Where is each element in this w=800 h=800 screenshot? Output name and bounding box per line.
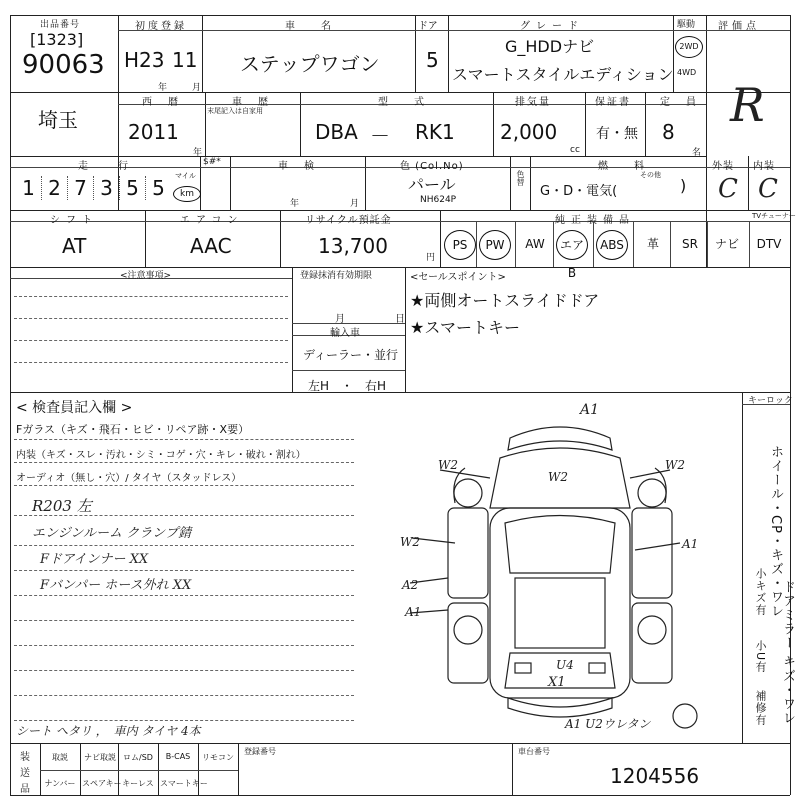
dealer-option: ディーラー・並行 bbox=[303, 348, 399, 362]
equipment-aw: AW bbox=[525, 237, 545, 251]
mileage-digit: 5 bbox=[152, 176, 165, 200]
mileage-digit: 5 bbox=[120, 176, 146, 200]
handwritten-note-3: Fドアインナー XX bbox=[40, 552, 149, 567]
chassis-number: 1204556 bbox=[610, 764, 700, 788]
shift-value: AT bbox=[62, 234, 87, 258]
damage-mark: X1 bbox=[548, 675, 566, 690]
sales-point-1: ★両側オートスライドドア bbox=[410, 291, 600, 310]
handwritten-note-2: エンジンルーム クランプ錆 bbox=[32, 526, 192, 541]
option-cell: ナンバー bbox=[44, 779, 76, 788]
equipment-pw: PW bbox=[479, 230, 511, 260]
handwritten-note-4: Fバンパー ホース外れ XX bbox=[40, 578, 192, 593]
option-cell: キーレス bbox=[122, 779, 154, 788]
warranty: 有・無 bbox=[596, 126, 638, 142]
equipment-dtv: DTV bbox=[756, 237, 782, 251]
option-cell: スマートキー bbox=[160, 779, 208, 788]
option-cell: B-CAS bbox=[165, 752, 191, 761]
type-code: RK1 bbox=[415, 120, 455, 144]
sales-point-2: ★スマートキー bbox=[410, 318, 521, 337]
door-count: 5 bbox=[426, 48, 439, 72]
recycle-fee: 13,700 bbox=[318, 234, 388, 258]
mileage-digit: 2 bbox=[42, 176, 68, 200]
row3-bottom bbox=[10, 210, 790, 211]
damage-mark: W2 bbox=[665, 458, 685, 472]
wheel-rear-right bbox=[638, 616, 666, 644]
first-reg-era: H23 bbox=[124, 48, 165, 72]
right-front-door bbox=[632, 508, 672, 598]
lot-number: 90063 bbox=[22, 50, 105, 80]
rear-light-left bbox=[515, 663, 531, 673]
equipment-革: 革 bbox=[646, 237, 659, 251]
damage-mark: A1 bbox=[580, 402, 600, 418]
grade-line-1: G_HDDナビ bbox=[505, 37, 595, 56]
ac-value: AAC bbox=[190, 234, 232, 258]
model-name: ステップワゴン bbox=[240, 52, 380, 76]
drive-2wd-circled: 2WD bbox=[675, 36, 703, 58]
inspector-glass: Fガラス（キズ・飛石・ヒビ・リペア跡・X要） bbox=[16, 423, 250, 436]
damage-mark: U4 bbox=[556, 658, 574, 672]
exterior-grade: C bbox=[718, 174, 738, 204]
region: 埼玉 bbox=[38, 108, 78, 132]
first-reg-label: 初度登録 bbox=[135, 21, 187, 32]
mileage-digits bbox=[16, 176, 171, 200]
lot-label: 出品番号 bbox=[40, 20, 81, 30]
capacity: 8 bbox=[662, 120, 675, 144]
inspector-interior: 内装（キズ・スレ・汚れ・シミ・コゲ・穴・キレ・破れ・割れ） bbox=[16, 450, 306, 461]
damage-mark: W2 bbox=[548, 470, 568, 484]
rear-light-right bbox=[589, 663, 605, 673]
left-front-door bbox=[448, 508, 488, 598]
damage-mark: W2 bbox=[400, 535, 420, 549]
wheel-front-right bbox=[638, 479, 666, 507]
option-cell: リモコン bbox=[202, 753, 234, 762]
color-name: パール bbox=[408, 175, 456, 194]
notes-bottom bbox=[10, 392, 790, 393]
option-cell: 取説 bbox=[52, 753, 68, 762]
damage-mark: A1 bbox=[682, 537, 699, 551]
grade-line-2: スマートスタイルエディション bbox=[452, 65, 674, 84]
option-cell: スペアキー bbox=[82, 779, 122, 788]
option-cell: ロム/SD bbox=[123, 753, 153, 762]
fuel-options: G・D・電気( bbox=[540, 184, 618, 199]
frame-bottom bbox=[10, 795, 790, 796]
handwritten-note-5: シート へタリ ， 車内 タイヤ 4本 bbox=[16, 724, 201, 738]
mileage-digit: 7 bbox=[68, 176, 94, 200]
mileage-digit: 1 bbox=[16, 176, 42, 200]
color-code: NH624P bbox=[420, 195, 457, 205]
left-rear-door bbox=[448, 603, 488, 683]
type-prefix: DBA bbox=[315, 120, 358, 144]
wheel-rear-left bbox=[454, 616, 482, 644]
damage-mark: W2 bbox=[438, 458, 458, 472]
drive-4wd: 4WD bbox=[677, 68, 697, 77]
option-cell: ナビ取説 bbox=[84, 753, 116, 762]
damage-mark: A1 U2ウレタン bbox=[565, 717, 651, 731]
footer-top bbox=[10, 743, 790, 744]
wheel-front-left bbox=[454, 479, 482, 507]
lot-bracket: [1323] bbox=[30, 30, 84, 49]
model-label: 車 名 bbox=[285, 21, 339, 32]
mileage-digit: 3 bbox=[94, 176, 120, 200]
damage-mark: A2 bbox=[402, 578, 419, 592]
right-rear-door bbox=[632, 603, 672, 683]
interior-grade: C bbox=[758, 174, 778, 204]
front-bumper-shape bbox=[508, 427, 612, 450]
drive-label: 駆動 bbox=[677, 20, 696, 30]
grade-label: グレード bbox=[520, 21, 584, 32]
score-label: 評価点 bbox=[718, 21, 760, 32]
displacement: 2,000 bbox=[500, 120, 558, 144]
mileage-km-circled: km bbox=[173, 186, 201, 202]
wheel-note: ホイール・CP・キズ・ワレ bbox=[768, 445, 783, 618]
frame-left bbox=[10, 15, 11, 795]
car-diagram bbox=[380, 398, 740, 743]
inspector-title: < 検査員記入欄 > bbox=[16, 400, 133, 416]
equipment-ナビ: ナビ bbox=[714, 237, 739, 251]
inspector-audio: オーディオ（無し・穴）/ タイヤ（スタッドレス） bbox=[16, 473, 242, 484]
equipment-abs: ABS bbox=[596, 230, 628, 260]
handwritten-note-1: R203 左 bbox=[32, 497, 92, 515]
score-value: R bbox=[730, 78, 765, 132]
equipment-エアb: エアB bbox=[556, 230, 588, 260]
door-label: ドア bbox=[418, 21, 438, 32]
windshield-shape bbox=[505, 516, 615, 574]
steering-option: 左H ・ 右H bbox=[308, 379, 387, 393]
equipment-sr: SR bbox=[682, 237, 698, 251]
spare-tire bbox=[673, 704, 697, 728]
model-year: 2011 bbox=[128, 120, 179, 144]
keylock-label: キーロック bbox=[748, 396, 793, 406]
first-reg-month: 11 bbox=[172, 48, 198, 72]
equipment-ps: PS bbox=[444, 230, 476, 260]
mirror-note: ドアミラー キズ・ワレ bbox=[780, 580, 795, 726]
roof-shape bbox=[515, 578, 605, 648]
damage-mark: A1 bbox=[405, 605, 422, 619]
